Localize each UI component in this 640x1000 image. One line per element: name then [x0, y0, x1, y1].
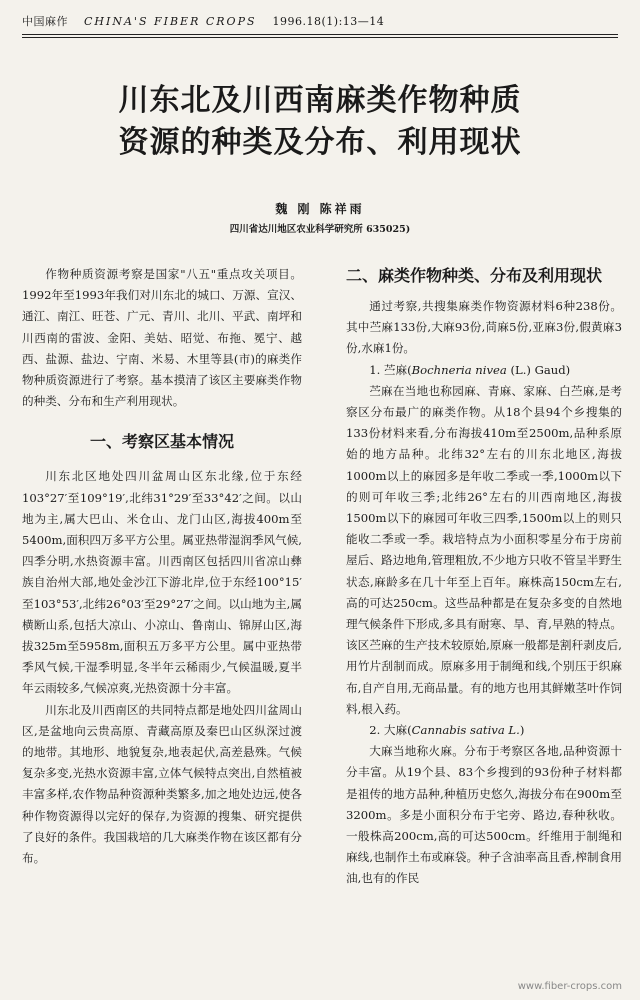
sub1-suffix: (L.) Gaud) — [506, 362, 571, 377]
section-2-intro: 通过考察,共搜集麻类作物资源材料6种238份。其中苎麻133份,大麻93份,苘麻5份,亚麻3份,假黄麻3份,水麻1份。 — [346, 299, 622, 356]
left-column — [22, 264, 302, 869]
sub2-prefix: 2. 大麻( — [369, 723, 412, 738]
article-title — [40, 80, 600, 164]
journal-volume: 1996.18(1):13—14 — [272, 14, 385, 28]
title-line-2: 资源的种类及分布、利用现状 — [118, 125, 522, 160]
section-1-paragraph-1: 川东北区地处四川盆周山区东北缘,位于东经103°27′至109°19′,北纬31°29′至33°42′之间。以山地为主,属大巴山、米仓山、龙门山区,海拔400m至5400m,面积四万多平方公里。属亚热带湿润季风气候,四季分明,水热资源丰富。川西南区包括四川省凉山彝族自治州大部,地处金沙江下游北岸,位于东经100°15′至103°53′,北纬26°03′至29°27′之间。以山地为主,属横断山系,包括大凉山、小凉山、鲁南山、锦屏山区,海拔325m至5958m,面积五万多平方公里。属中亚热带季风气候,干湿季明显,冬半年云稀雨少,气候温暖,夏半年云雨较多,气候凉爽,光热资源十分丰富。 — [22, 469, 302, 696]
journal-name-en: CHINA'S FIBER CROPS — [84, 14, 257, 28]
site-watermark: www.fiber-crops.com — [517, 981, 622, 992]
sub2-suffix: ) — [519, 723, 525, 738]
subsection-1-text: 苎麻在当地也称园麻、青麻、家麻、白苎麻,是考察区分布最广的麻类作物。从18个县94个乡搜集的133份材料来看,分布海拔410m至2500m,品种系原始的地方品种。北纬32°左右的川东北地区,海拔1000m以上的麻园多是年收二季或一季,1000m以下的则可年收三季;北纬26°左右的川西南地区,海拔1500m以下的麻园可年收三四季,1500m以上的则只能收二季或一季。栽培特点为小面积零星分布于房前屋后、路边地角,管理粗放,不少地方只收不管呈半野生状态,麻龄多在几十年至上百年。麻株高150cm左右,高的可达250cm。这些品种都是在复杂多变的自然地理气候条件下形成,多具有耐寒、旱、育,早熟的特点。该区苎麻的生产技术较原始,原麻一般都是割秆剥皮后,用竹片刮制而成。原麻多用于制绳和线,个别压于织麻布,自产自用,无商品量。有的地方也用其鲜嫩茎叶作饲料,根入药。 — [346, 383, 622, 716]
section-1-paragraph-2: 川东北及川西南区的共同特点都是地处四川盆周山区,是盆地向云贵高原、青藏高原及秦巴山区纵深过渡的地带。其地形、地貌复杂,地表起伏,高差悬殊。气候复杂多变,光热水资源丰富,立体气候特点突出,自然植被丰富多样,农作物品种资源种类繁多,加之地处边远,使各种作物资源得以完好的保存,为资源的搜集、研究提供了良好的条件。我国栽培的几大麻类作物在该区都有分布。 — [22, 702, 302, 866]
right-column — [346, 264, 622, 890]
sub1-latin-name: Bochneria nivea — [411, 362, 507, 377]
title-line-1: 川东北及川西南麻类作物种质 — [118, 83, 522, 118]
sub1-prefix: 1. 苎麻( — [369, 362, 412, 377]
journal-name-cn: 中国麻作 — [22, 15, 68, 28]
intro-paragraph: 作物种质资源考察是国家"八五"重点攻关项目。1992年至1993年我们对川东北的城口、万源、宣汉、通江、南江、旺苍、广元、青川、北川、平武、南坪和川西南的雷波、金阳、美姑、昭觉、布拖、冕宁、越西、盐源、盐边、宁南、米易、木里等县(市)的麻类作物种质资源进行了考察。基本摸清了该区主要麻类作物的种类、分布和生产利用现状。 — [22, 267, 302, 409]
running-header — [22, 10, 618, 32]
subsection-1-heading — [346, 360, 622, 381]
subsection-2-text: 大麻当地称火麻。分布于考察区各地,品种资源十分丰富。从19个县、83个乡搜到的93份种子材料都是祖传的地方品种,种植历史悠久,海拔分布在900m至3200m。多是小面积分布于宅旁、路边,春种秋收。一般株高200cm,高的可达500cm。纤维用于制绳和麻线,也制作土布或麻袋。种子含油率高且香,榨制食用油,也有的作民 — [346, 744, 622, 886]
section-1-heading: 一、考察区基本情况 — [89, 432, 234, 452]
sub2-latin-name: Cannabis sativa L. — [411, 723, 520, 738]
article-authors: 魏 刚 陈祥雨 — [275, 202, 365, 216]
article-affiliation: 四川省达川地区农业科学研究所 635025) — [229, 224, 411, 235]
subsection-2-heading — [346, 720, 622, 741]
header-rule — [22, 34, 618, 38]
section-2-heading: 二、麻类作物种类、分布及利用现状 — [346, 266, 603, 285]
